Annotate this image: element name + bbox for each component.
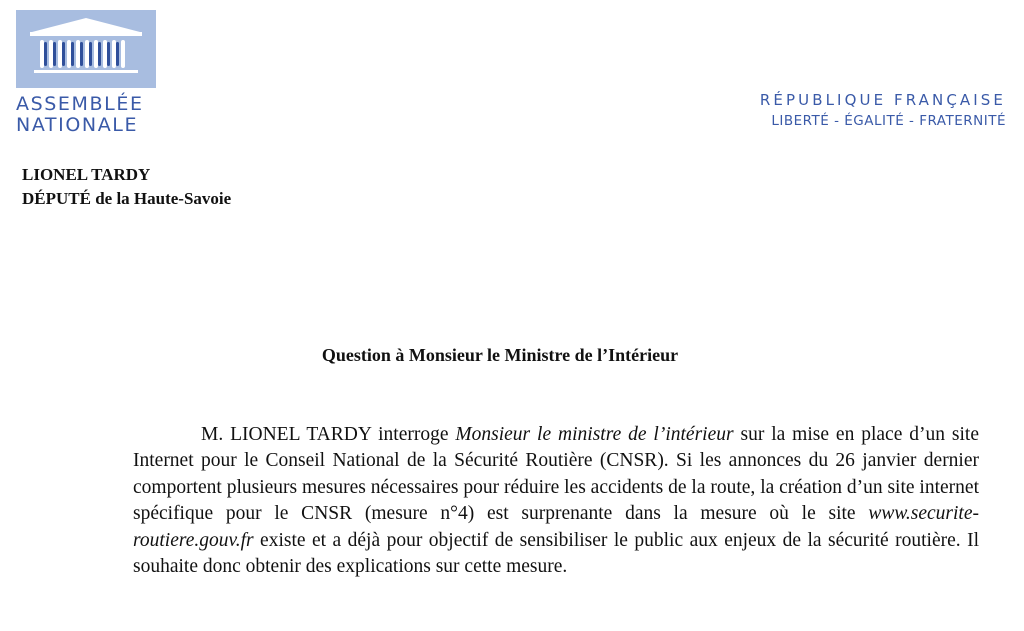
question-paragraph: [133, 422, 979, 580]
republic-motto: [760, 90, 1006, 132]
republic-motto-text: LIBERTÉ - ÉGALITÉ - FRATERNITÉ: [771, 113, 1006, 129]
logo-line-1: ASSEMBLÉE: [16, 93, 144, 115]
logo-block: [16, 10, 156, 88]
question-part-2: existe et a déjà pour objectif de sensibiliser le public aux enjeux de la sécurité routière. Il souhaite donc obtenir des explications sur cette mesure.: [133, 529, 979, 578]
question-body: [133, 422, 979, 580]
parliament-building-icon: [16, 10, 156, 88]
question-intro: M. LIONEL TARDY interroge: [201, 424, 456, 445]
question-title-text: Question à Monsieur le Ministre de l’Intérieur: [321, 345, 679, 365]
deputy-title: DÉPUTÉ de la Haute-Savoie: [22, 189, 232, 208]
question-title: [0, 345, 1024, 366]
deputy-name: LIONEL TARDY: [22, 165, 151, 184]
question-part-1: sur la mise en place d’un site Internet pour le Conseil National de la Sécurité Routière (CNSR). Si les annonces du 26 janvier dernier comportent plusieurs mesures nécessaires pour réduire les accidents de la route, la création d’un site internet spécifique pour le CNSR (mesure n°4) est surprenante dans la mesure où le site: [133, 424, 979, 525]
question-addressee: Monsieur le ministre de l’intérieur: [455, 424, 734, 445]
deputy-block: [22, 163, 231, 211]
republic-name: RÉPUBLIQUE FRANÇAISE: [759, 91, 1006, 109]
logo-text: [16, 94, 158, 136]
logo-line-2: NATIONALE: [16, 114, 139, 136]
assemblee-nationale-logo: [16, 10, 158, 136]
question-website: www.securite-routiere.gouv.fr: [133, 503, 979, 551]
